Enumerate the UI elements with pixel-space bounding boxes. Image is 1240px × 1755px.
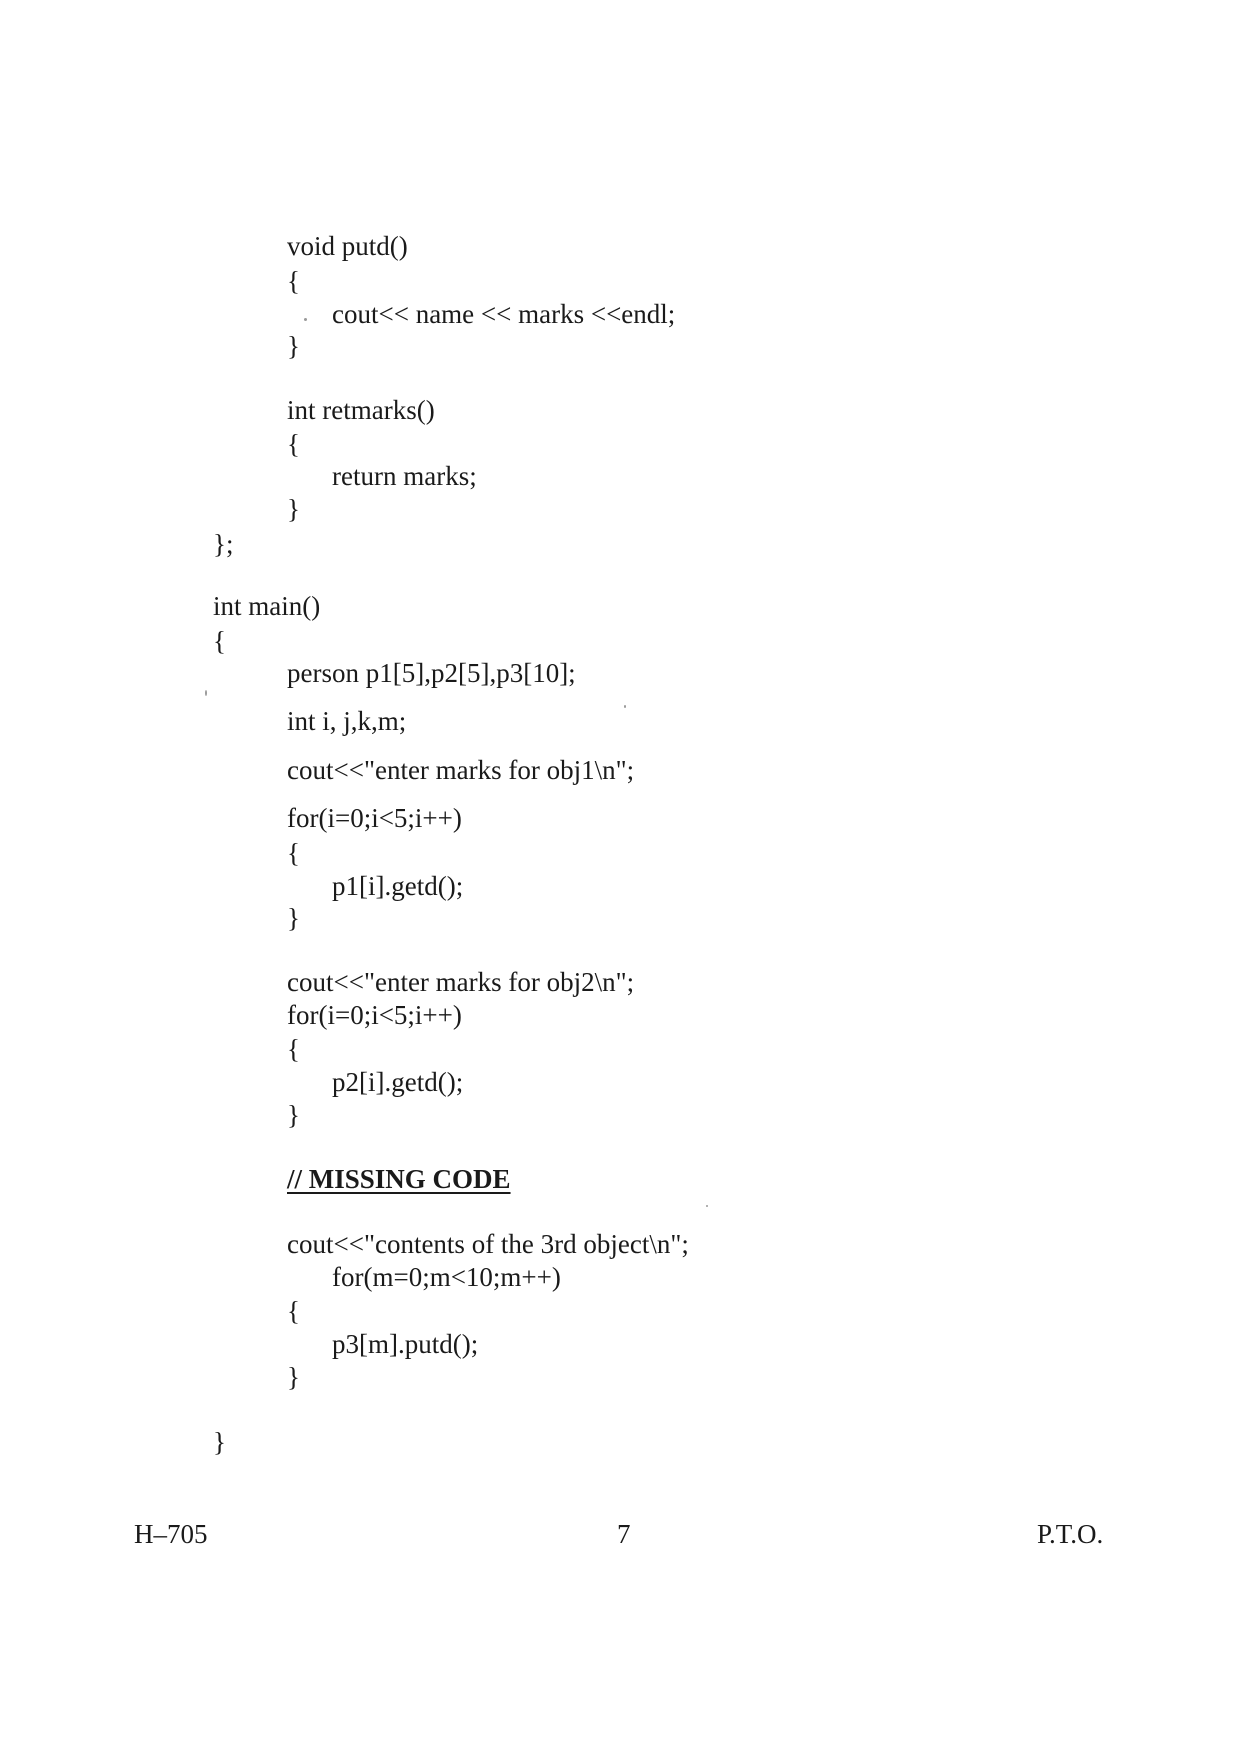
scan-speck bbox=[624, 705, 626, 708]
code-line: { bbox=[287, 266, 300, 296]
code-line: p3[m].putd(); bbox=[332, 1329, 479, 1359]
code-line: cout<<"contents of the 3rd object\n"; bbox=[287, 1229, 689, 1259]
code-line: } bbox=[213, 1427, 226, 1457]
code-line: int main() bbox=[213, 591, 321, 621]
scan-speck bbox=[304, 318, 307, 321]
code-line: } bbox=[287, 494, 300, 524]
code-line: p1[i].getd(); bbox=[332, 871, 464, 901]
code-line: cout<< name << marks <<endl; bbox=[332, 299, 676, 329]
page-number: 7 bbox=[617, 1519, 631, 1549]
code-line: int retmarks() bbox=[287, 395, 435, 425]
code-line: } bbox=[287, 1100, 300, 1130]
code-line: p2[i].getd(); bbox=[332, 1067, 464, 1097]
code-line: for(m=0;m<10;m++) bbox=[332, 1262, 561, 1292]
code-line: { bbox=[213, 626, 226, 656]
paper-code: H–705 bbox=[134, 1519, 208, 1549]
code-line: { bbox=[287, 1296, 300, 1326]
code-line: cout<<"enter marks for obj1\n"; bbox=[287, 755, 635, 785]
code-line: { bbox=[287, 1034, 300, 1064]
code-line: for(i=0;i<5;i++) bbox=[287, 1000, 462, 1030]
code-line: { bbox=[287, 429, 300, 459]
code-line: cout<<"enter marks for obj2\n"; bbox=[287, 967, 635, 997]
code-line: } bbox=[287, 1362, 300, 1392]
code-line: { bbox=[287, 838, 300, 868]
missing-code-marker: // MISSING CODE bbox=[287, 1164, 511, 1194]
code-line: }; bbox=[213, 529, 234, 559]
code-line: } bbox=[287, 331, 300, 361]
scan-speck bbox=[706, 1205, 708, 1207]
code-line: } bbox=[287, 903, 300, 933]
scan-speck bbox=[205, 690, 207, 696]
code-line: person p1[5],p2[5],p3[10]; bbox=[287, 658, 576, 688]
code-line: for(i=0;i<5;i++) bbox=[287, 803, 462, 833]
code-line: return marks; bbox=[332, 461, 477, 491]
please-turn-over: P.T.O. bbox=[1037, 1519, 1104, 1549]
code-line: void putd() bbox=[287, 231, 408, 261]
code-line: int i, j,k,m; bbox=[287, 706, 407, 736]
